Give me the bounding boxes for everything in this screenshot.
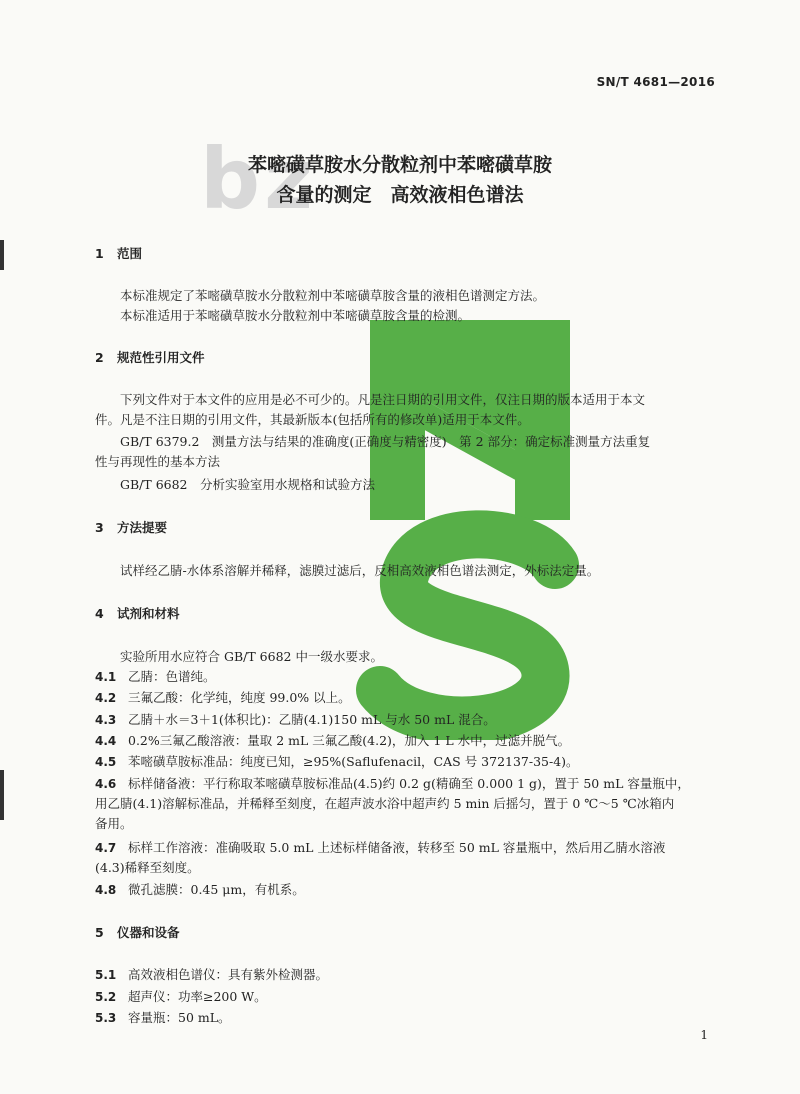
reference-entry: GB/T 6682 分析实验室用水规格和试验方法 bbox=[120, 477, 376, 492]
list-item: 5.1 高效液相色谱仪：具有紫外检测器。 bbox=[95, 967, 329, 982]
list-item: 4.3 乙腈＋水＝3＋1(体积比)：乙腈(4.1)150 mL 与水 50 mL 混合。 bbox=[95, 712, 496, 727]
list-item: 4.7 标样工作溶液：准确吸取 5.0 mL 上述标样储备液，转移至 50 mL 容量瓶中，然后用乙腈水溶液 (4.3)稀释至刻度。 bbox=[95, 840, 666, 875]
watermark-text: bz bbox=[200, 130, 318, 228]
list-item: 4.6 标样储备液：平行称取苯嘧磺草胺标准品(4.5)约 0.2 g(精确至 0.000 1 g)，置于 50 mL 容量瓶中， 用乙腈(4.1)溶解标准品，并稀释至刻度，在超声波水浴中超声约 5 min 后摇匀，置于 0 ℃～5 ℃冰箱内 备用。 bbox=[95, 776, 690, 831]
section-heading-scope: 1 范围 bbox=[95, 246, 143, 261]
list-item: 5.2 超声仪：功率≥200 W。 bbox=[95, 989, 267, 1004]
page-number: 1 bbox=[700, 1028, 708, 1042]
section-heading-apparatus: 5 仪器和设备 bbox=[95, 925, 180, 940]
reference-entry: GB/T 6379.2 测量方法与结果的准确度(正确度与精密度) 第 2 部分：确定标准测量方法重复 bbox=[120, 434, 651, 449]
list-item: 4.8 微孔滤膜：0.45 μm，有机系。 bbox=[95, 882, 305, 897]
paragraph: 下列文件对于本文件的应用是必不可少的。凡是注日期的引用文件，仅注日期的版本适用于本文 bbox=[120, 392, 646, 407]
paragraph: 本标准规定了苯嘧磺草胺水分散粒剂中苯嘧磺草胺含量的液相色谱测定方法。 bbox=[120, 288, 546, 303]
document-title-line1: 苯嘧磺草胺水分散粒剂中苯嘧磺草胺 bbox=[247, 154, 552, 176]
section-heading-normative-references: 2 规范性引用文件 bbox=[95, 350, 205, 365]
list-item: 4.5 苯嘧磺草胺标准品：纯度已知，≥95%(Saflufenacil，CAS 号 372137-35-4)。 bbox=[95, 754, 579, 769]
list-item: 4.2 三氟乙酸：化学纯，纯度 99.0% 以上。 bbox=[95, 690, 351, 705]
paragraph: 实验所用水应符合 GB/T 6682 中一级水要求。 bbox=[120, 649, 383, 664]
section-heading-reagents: 4 试剂和材料 bbox=[95, 606, 180, 621]
scan-edge-mark bbox=[0, 240, 4, 270]
paragraph: 试样经乙腈-水体系溶解并稀释，滤膜过滤后，反相高效液相色谱法测定，外标法定量。 bbox=[120, 563, 600, 578]
paragraph: 本标准适用于苯嘧磺草胺水分散粒剂中苯嘧磺草胺含量的检测。 bbox=[120, 308, 471, 323]
reference-entry-continued: 性与再现性的基本方法 bbox=[95, 454, 221, 469]
paragraph-continued: 件。凡是不注日期的引用文件，其最新版本(包括所有的修改单)适用于本文件。 bbox=[95, 412, 530, 427]
list-item: 5.3 容量瓶：50 mL。 bbox=[95, 1010, 231, 1025]
list-item: 4.4 0.2%三氟乙酸溶液：量取 2 mL 三氟乙酸(4.2)，加入 1 L 水中，过滤并脱气。 bbox=[95, 733, 571, 748]
standard-code: SN/T 4681—2016 bbox=[596, 75, 715, 89]
list-item: 4.1 乙腈：色谱纯。 bbox=[95, 669, 216, 684]
section-heading-method-summary: 3 方法提要 bbox=[95, 520, 168, 535]
scan-edge-mark bbox=[0, 770, 4, 820]
document-title-line2: 含量的测定 高效液相色谱法 bbox=[276, 184, 524, 206]
